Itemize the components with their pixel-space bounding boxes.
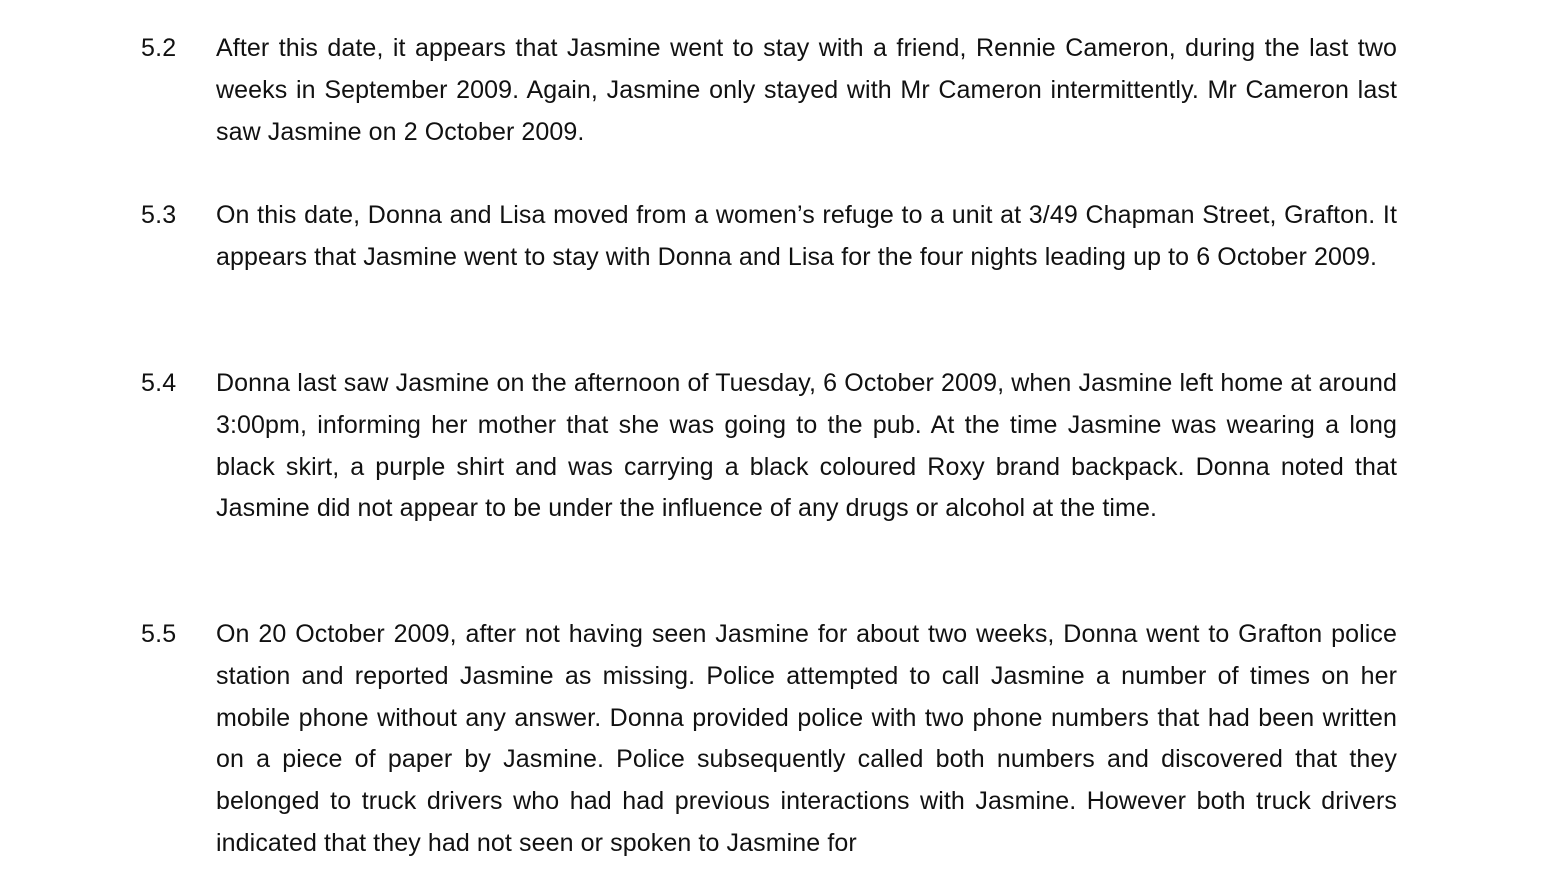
paragraph-text: On this date, Donna and Lisa moved from a women’s refuge to a unit at 3/49 Chapman Street, Grafton. It appears that Jasmine went to stay with Donna and Lisa for the four nights leading up to 6 October 2009. [216, 201, 1397, 271]
paragraph-5-5 [141, 614, 1397, 865]
paragraph-number: 5.4 [141, 369, 177, 397]
paragraph-text: After this date, it appears that Jasmine went to stay with a friend, Rennie Cameron, during the last two weeks in September 2009. Again, Jasmine only stayed with Mr Cameron intermittently. Mr Cameron last saw Jasmine on 2 October 2009. [216, 34, 1397, 146]
paragraph-5-3 [141, 195, 1397, 279]
paragraph-number: 5.3 [141, 201, 177, 229]
paragraph-text: On 20 October 2009, after not having seen Jasmine for about two weeks, Donna went to Grafton police station and reported Jasmine as missing. Police attempted to call Jasmine a number of times on her mobile phone without any answer. Donna provided police with two phone numbers that had been written on a piece of paper by Jasmine. Police subsequently called both numbers and discovered that they belonged to truck drivers who had had previous interactions with Jasmine. However both truck drivers indicated that they had not seen or spoken to Jasmine for [216, 620, 1397, 857]
paragraph-5-2 [141, 28, 1397, 153]
paragraph-text: Donna last saw Jasmine on the afternoon of Tuesday, 6 October 2009, when Jasmine left home at around 3:00pm, informing her mother that she was going to the pub. At the time Jasmine was wearing a long black skirt, a purple shirt and was carrying a black coloured Roxy brand backpack. Donna noted that Jasmine did not appear to be under the influence of any drugs or alcohol at the time. [216, 369, 1397, 523]
paragraph-5-4 [141, 363, 1397, 530]
paragraph-number: 5.5 [141, 620, 177, 648]
paragraph-number: 5.2 [141, 34, 177, 62]
